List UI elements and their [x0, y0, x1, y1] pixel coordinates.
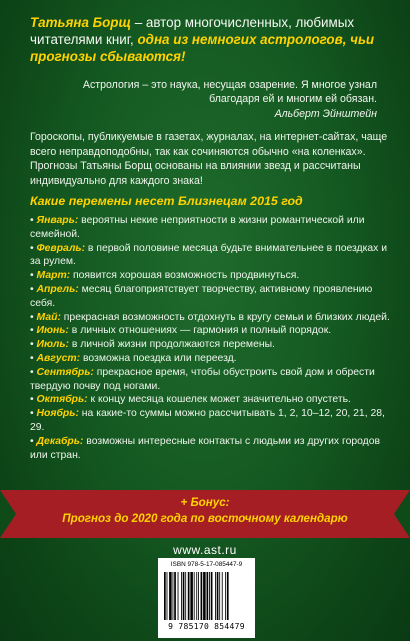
month-text: прекрасная возможность отдохнуть в кругу семьи и близких людей.	[60, 311, 390, 323]
month-text: месяц благоприятствует творчеству, активному проявлению себя.	[30, 283, 373, 309]
publisher-website: www.ast.ru	[173, 543, 237, 557]
month-item: • Май: прекрасная возможность отдохнуть в кругу семьи и близких людей.	[30, 311, 390, 323]
quote-author: Альберт Эйнштейн	[274, 108, 377, 120]
intro-highlight: одна из немногих астрологов, чьи прогнозы сбываются!	[30, 32, 375, 64]
month-text: возможна поездка или переезд.	[80, 352, 237, 364]
month-name: Ноябрь:	[36, 408, 79, 420]
month-item: • Декабрь: возможны интересные контакты с людьми из других городов или стран.	[30, 435, 381, 461]
barcode	[158, 558, 255, 638]
month-text: в первой половине месяца будьте внимательнее в поездках и за рулем.	[30, 242, 388, 268]
bonus-banner	[0, 490, 410, 538]
month-name: Апрель:	[36, 283, 79, 295]
isbn-text: ISBN 978-5-17-085447-9	[170, 561, 243, 568]
month-item: • Сентябрь: прекрасное время, чтобы обустроить свой дом и обрести твердую почву под ногами.	[30, 366, 375, 392]
month-item: • Октябрь: к концу месяца кошелек может значительно опустеть.	[30, 394, 351, 406]
ean-number: 9 785170 854479	[168, 622, 245, 631]
month-item: • Июль: в личной жизни продолжаются перемены.	[30, 339, 275, 351]
month-text: к концу месяца кошелек может значительно опустеть.	[87, 394, 351, 406]
quote-text: Астрология – это наука, несущая озарение. Я многое узнал благодаря ей и многим ей обязан.	[82, 79, 377, 105]
month-text: вероятны некие неприятности в жизни романтической или семейной.	[30, 215, 365, 240]
month-text: прекрасное время, чтобы обустроить свой дом и обрести твердую почву под ногами.	[30, 366, 375, 392]
month-name: Май:	[36, 311, 61, 323]
month-name: Июль:	[36, 339, 69, 351]
barcode-bars	[164, 572, 249, 620]
bonus-text: Прогноз до 2020 года по восточному календарю	[62, 512, 348, 525]
month-name: Октябрь:	[36, 394, 88, 406]
month-item: • Апрель: месяц благоприятствует творчеству, активному проявлению себя.	[30, 283, 373, 309]
month-item: • Март: появится хорошая возможность продвинуться.	[30, 270, 300, 282]
month-text: появится хорошая возможность продвинуться.	[70, 270, 300, 282]
einstein-quote	[47, 78, 377, 121]
month-item: • Февраль: в первой половине месяца будьте внимательнее в поездках и за рулем.	[30, 242, 388, 268]
month-name: Декабрь:	[36, 435, 84, 447]
month-forecast-list	[30, 214, 392, 462]
bonus-label: + Бонус:	[180, 496, 230, 509]
month-text: возможны интересные контакты с людьми из других городов или стран.	[30, 435, 381, 461]
month-name: Август:	[36, 352, 81, 364]
month-item: • Июнь: в личных отношениях — гармония и полный порядок.	[30, 325, 332, 337]
description-paragraph: Гороскопы, публикуемые в газетах, журналах, на интернет-сайтах, чаще всего неправдоподобны, так как сочиняются обычно «на коленках». Прогнозы Татьяны Борщ основаны на влиянии звезд и рассчитаны индивидуально для каждого знака!	[30, 131, 388, 187]
forecast-heading: Какие перемены несет Близнецам 2015 год	[30, 194, 303, 208]
author-name: Татьяна Борщ	[30, 15, 131, 30]
month-name: Июнь:	[36, 325, 69, 337]
month-name: Сентябрь:	[36, 366, 94, 378]
month-text: в личной жизни продолжаются перемены.	[68, 339, 275, 351]
month-name: Февраль:	[36, 242, 86, 254]
month-text: на какие-то суммы можно рассчитывать 1, 2, 10–12, 20, 21, 28, 29.	[30, 408, 385, 433]
month-item: • Ноябрь: на какие-то суммы можно рассчитывать 1, 2, 10–12, 20, 21, 28, 29.	[30, 408, 385, 433]
author-intro	[30, 14, 390, 65]
month-text: в личных отношениях — гармония и полный порядок.	[68, 325, 332, 337]
month-name: Январь:	[36, 215, 79, 226]
month-item: • Август: возможна поездка или переезд.	[30, 352, 237, 364]
month-item: • Январь: вероятны некие неприятности в жизни романтической или семейной.	[30, 215, 365, 240]
month-name: Март:	[36, 270, 71, 282]
intro-text: – автор многочисленных, любимых читателями книг,	[30, 15, 355, 47]
